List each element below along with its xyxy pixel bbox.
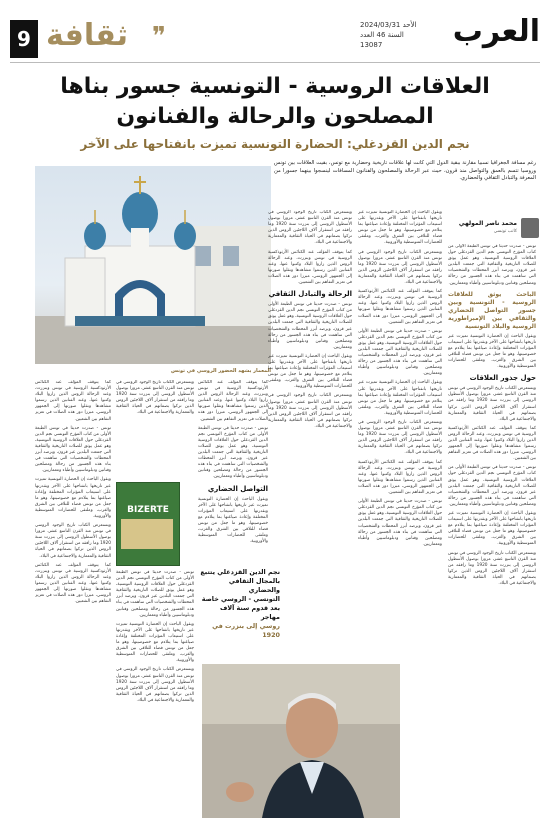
- masthead-right: [360, 14, 540, 58]
- church-photo-caption: المعمار يشهد الحضور الروسي في تونس: [171, 368, 271, 374]
- article-intro: رغم مسافة الجغرافيا نسبيا مقارنة ببقية الدول التي كانت لها علاقات تاريخية وحضارية مع تونس، بقيت العلاقات بين تونس وروسيا تتسم بالعمق والتواصل منذ قرون، حيث عبر الرحالة والمصلحون والفنانون المسافات لينسجوا بينهما جسورا من المعرفة والتبادل الثقافي والحضاري.: [274, 160, 536, 182]
- masthead: [0, 0, 550, 62]
- paragraph: ويقول الباحث إن الحضارة التونسية تميزت عبر تاريخها بانفتاحها على الآخر وبقدرتها على استيعاب المؤثرات المختلفة وإعادة صياغتها بما يتلاءم مع خصوصيتها، وهو ما جعل من تونس فضاء للتلاقي بين الشرق والغرب، وملتقى للحضارات المتوسطية والأوروبية.: [198, 496, 268, 545]
- author-portrait-photo: [202, 664, 400, 818]
- section-heading: الباحث يوثق للعلاقات الروسية - التونسية وبين جسور التواصل الحضاري والثقافي بين الإمبراطورية الروسية والبلاد التونسية: [448, 290, 536, 330]
- paragraph: كما يتوقف المؤلف عند الكنائس الأرثوذكسية الروسية في تونس وبنزرت، وعند الرحالة الروس الذين زاروا البلاد وكتبوا عنها، وعند الفنانين الذين رسموا مشاهدها ونقلوا صورتها إلى الجمهور الروسي، مبرزا دور هذه الصلات في تعزيز التفاهم بين الشعبين.: [448, 425, 536, 462]
- paragraph: ويستعرض الكتاب تاريخ الوجود الروسي في تونس منذ القرن التاسع عشر، مرورا بوصول الأسطول الروسي إلى بنزرت سنة 1920 وما رافقه من استقرار آلاف اللاجئين الروس الذين تركوا بصماتهم في الحياة الثقافية والمعمارية والاجتماعية في البلاد.: [116, 380, 194, 416]
- paragraph: ويستعرض الكتاب تاريخ الوجود الروسي في تونس منذ القرن التاسع عشر، مرورا بوصول الأسطول الروسي إلى بنزرت سنة 1920 وما رافقه من استقرار آلاف اللاجئين الروس الذين تركوا بصماتهم في الحياة الثقافية والمعمارية والاجتماعية في البلاد.: [358, 420, 442, 456]
- paragraph: تونس - صدرت حديثا في تونس الطبعة الأولى من كتاب المؤرخ التونسي نجم الدين القزدغلي حول العلاقات الروسية التونسية، وهو عمل يوثق للصلات التاريخية والثقافية التي جمعت البلدين عبر قرون، ويرصد أبرز المحطات والشخصيات التي ساهمت في بناء هذه الجسور من رحالة ومصلحين وفنانين ودبلوماسيين وأطباء ومعماريين.: [448, 465, 536, 507]
- book-cover: [116, 482, 180, 566]
- paragraph: ويقول الباحث إن الحضارة التونسية تميزت عبر تاريخها بانفتاحها على الآخر وبقدرتها على استيعاب المؤثرات المختلفة وإعادة صياغتها بما يتلاءم مع خصوصيتها، وهو ما جعل من تونس فضاء للتلاقي بين الشرق والغرب، وملتقى للحضارات المتوسطية والأوروبية.: [35, 477, 111, 519]
- pull-quote: [200, 568, 280, 660]
- paragraph: كما يتوقف المؤلف عند الكنائس الأرثوذكسية الروسية في تونس وبنزرت، وعند الرحالة الروس الذين زاروا البلاد وكتبوا عنها، وعند الفنانين الذين رسموا مشاهدها ونقلوا صورتها إلى الجمهور الروسي، مبرزا دور هذه الصلات في تعزيز التفاهم بين الشعبين.: [35, 380, 111, 422]
- author-name: محمد ناصر المولهي: [458, 220, 517, 227]
- paragraph: ويقول الباحث إن الحضارة التونسية تميزت عبر تاريخها بانفتاحها على الآخر وبقدرتها على استيعاب المؤثرات المختلفة وإعادة صياغتها بما يتلاءم مع خصوصيتها، وهو ما جعل من تونس فضاء للتلاقي بين الشرق والغرب، وملتقى للحضارات المتوسطية والأوروبية.: [358, 210, 442, 246]
- section-label: [10, 20, 186, 58]
- paragraph: تونس - صدرت حديثا في تونس الطبعة الأولى من كتاب المؤرخ التونسي نجم الدين القزدغلي حول العلاقات الروسية التونسية، وهو عمل يوثق للصلات التاريخية والثقافية التي جمعت البلدين عبر قرون، ويرصد أبرز المحطات والشخصيات التي ساهمت في بناء هذه الجسور من رحالة ومصلحين وفنانين ودبلوماسيين وأطباء ومعماريين.: [358, 328, 442, 377]
- pull-quote-line: روسي إلى بنزرت في 1920: [212, 622, 280, 639]
- article-headline: العلاقات الروسية - التونسية جسور بناها المصلحون والرحالة والفنانون: [60, 74, 490, 129]
- paragraph: تونس - صدرت حديثا في تونس الطبعة الأولى من كتاب المؤرخ التونسي نجم الدين القزدغلي حول العلاقات الروسية التونسية، وهو عمل يوثق للصلات التاريخية والثقافية التي جمعت البلدين عبر قرون، ويرصد أبرز المحطات والشخصيات التي ساهمت في بناء هذه الجسور من رحالة ومصلحين وفنانين ودبلوماسيين وأطباء ومعماريين.: [35, 425, 111, 474]
- pull-quote-text: [200, 568, 280, 640]
- text-column-1: [448, 244, 536, 819]
- paragraph: ويقول الباحث إن الحضارة التونسية تميزت عبر تاريخها بانفتاحها على الآخر وبقدرتها على استيعاب المؤثرات المختلفة وإعادة صياغتها بما يتلاءم مع خصوصيتها، وهو ما جعل من تونس فضاء للتلاقي بين الشرق والغرب، وملتقى للحضارات المتوسطية والأوروبية.: [116, 621, 194, 664]
- pull-quote-line: التونسي - الروسي خاصة: [201, 595, 280, 603]
- paragraph: تونس - صدرت حديثا في تونس الطبعة الأولى من كتاب المؤرخ التونسي نجم الدين القزدغلي حول العلاقات الروسية التونسية، وهو عمل يوثق للصلات التاريخية والثقافية التي جمعت البلدين عبر قرون، ويرصد أبرز المحطات والشخصيات التي ساهمت في بناء هذه الجسور من رحالة ومصلحين وفنانين ودبلوماسيين وأطباء ومعماريين.: [358, 499, 442, 547]
- church-photo: [35, 166, 271, 364]
- paragraph: ويقول الباحث إن الحضارة التونسية تميزت عبر تاريخها بانفتاحها على الآخر وبقدرتها على استيعاب المؤثرات المختلفة وإعادة صياغتها بما يتلاءم مع خصوصيتها، وهو ما جعل من تونس فضاء للتلاقي بين الشرق والغرب، وملتقى للحضارات المتوسطية والأوروبية.: [358, 380, 442, 416]
- paragraph: كما يتوقف المؤلف عند الكنائس الأرثوذكسية الروسية في تونس وبنزرت، وعند الرحالة الروس الذين زاروا البلاد وكتبوا عنها، وعند الفنانين الذين رسموا مشاهدها ونقلوا صورتها إلى الجمهور الروسي، مبرزا دور هذه الصلات في تعزيز التفاهم بين الشعبين.: [35, 562, 111, 605]
- paragraph: ويستعرض الكتاب تاريخ الوجود الروسي في تونس منذ القرن التاسع عشر، مرورا بوصول الأسطول الروسي إلى بنزرت سنة 1920 وما رافقه من استقرار آلاف اللاجئين الروس الذين تركوا بصماتهم في الحياة الثقافية والمعمارية والاجتماعية في البلاد.: [35, 523, 111, 559]
- paragraph: تونس - صدرت حديثا في تونس الطبعة الأولى من كتاب المؤرخ التونسي نجم الدين القزدغلي حول العلاقات الروسية التونسية، وهو عمل يوثق للصلات التاريخية والثقافية التي جمعت البلدين عبر قرون، ويرصد أبرز المحطات والشخصيات التي ساهمت في بناء هذه الجسور من رحالة ومصلحين وفنانين ودبلوماسيين وأطباء ومعماريين.: [116, 570, 194, 618]
- paragraph: ويستعرض الكتاب تاريخ الوجود الروسي في تونس منذ القرن التاسع عشر، مرورا بوصول الأسطول الروسي إلى بنزرت سنة 1920 وما رافقه من استقرار آلاف اللاجئين الروس الذين تركوا بصماتهم في الحياة الثقافية والمعمارية والاجتماعية في البلاد.: [448, 386, 536, 422]
- author-box: [449, 218, 539, 240]
- paragraph: ويقول الباحث إن الحضارة التونسية تميزت عبر تاريخها بانفتاحها على الآخر وبقدرتها على استيعاب المؤثرات المختلفة وإعادة صياغتها بما يتلاءم مع خصوصيتها، وهو ما جعل من تونس فضاء للتلاقي بين الشرق والغرب، وملتقى للحضارات المتوسطية والأوروبية.: [268, 353, 352, 390]
- section-title: ثقافة: [46, 18, 128, 53]
- newspaper-logo: العرب: [452, 14, 540, 49]
- pull-quote-line: بعد قدوم سنة آلاف مهاجر: [219, 604, 280, 621]
- paragraph: ويقول الباحث إن الحضارة التونسية تميزت عبر تاريخها بانفتاحها على الآخر وبقدرتها على استيعاب المؤثرات المختلفة وإعادة صياغتها بما يتلاءم مع خصوصيتها، وهو ما جعل من تونس فضاء للتلاقي بين الشرق والغرب، وملتقى للحضارات المتوسطية والأوروبية.: [448, 511, 536, 547]
- church-illustration: [35, 166, 271, 364]
- paragraph: ويستعرض الكتاب تاريخ الوجود الروسي في تونس منذ القرن التاسع عشر، مرورا بوصول الأسطول الروسي إلى بنزرت سنة 1920 وما رافقه من استقرار آلاف اللاجئين الروس الذين تركوا بصماتهم في الحياة الثقافية والمعمارية والاجتماعية في البلاد.: [268, 393, 352, 429]
- text-column-5: [116, 380, 194, 476]
- issue-date: الأحد 2024/03/31: [360, 21, 417, 29]
- article-subhead: نجم الدين القزدغلي: الحضارة التونسية تميزت بانفتاحها على الآخر: [80, 137, 470, 151]
- header-divider: [10, 62, 540, 63]
- page-number: 9: [10, 20, 38, 58]
- book-cover-art: [121, 519, 173, 549]
- pull-quote-line: نجم الدين القزدغلي يتتبع: [200, 568, 280, 576]
- paragraph: ويستعرض الكتاب تاريخ الوجود الروسي في تونس منذ القرن التاسع عشر، مرورا بوصول الأسطول الروسي إلى بنزرت سنة 1920 وما رافقه من استقرار آلاف اللاجئين الروس الذين تركوا بصماتهم في الحياة الثقافية والمعمارية والاجتماعية في البلاد.: [116, 667, 194, 703]
- paragraph: تونس - صدرت حديثا في تونس الطبعة الأولى من كتاب المؤرخ التونسي نجم الدين القزدغلي حول العلاقات الروسية التونسية، وهو عمل يوثق للصلات التاريخية والثقافية التي جمعت البلدين عبر قرون، ويرصد أبرز المحطات والشخصيات التي ساهمت في بناء هذه الجسور من رحالة ومصلحين وفنانين ودبلوماسيين وأطباء ومعماريين.: [198, 425, 268, 480]
- author-avatar: [521, 218, 539, 238]
- paragraph: تونس - صدرت حديثا في تونس الطبعة الأولى من كتاب المؤرخ التونسي نجم الدين القزدغلي حول العلاقات الروسية التونسية، وهو عمل يوثق للصلات التاريخية والثقافية التي جمعت البلدين عبر قرون، ويرصد أبرز المحطات والشخصيات التي ساهمت في بناء هذه الجسور من رحالة ومصلحين وفنانين ودبلوماسيين وأطباء ومعماريين.: [448, 244, 536, 286]
- quote-mark-icon: ❞: [152, 22, 166, 52]
- edition-info: [360, 20, 428, 50]
- text-column-6: [35, 380, 111, 816]
- paragraph: كما يتوقف المؤلف عند الكنائس الأرثوذكسية الروسية في تونس وبنزرت، وعند الرحالة الروس الذين زاروا البلاد وكتبوا عنها، وعند الفنانين الذين رسموا مشاهدها ونقلوا صورتها إلى الجمهور الروسي، مبرزا دور هذه الصلات في تعزيز التفاهم بين الشعبين.: [358, 459, 442, 496]
- paragraph: ويستعرض الكتاب تاريخ الوجود الروسي في تونس منذ القرن التاسع عشر، مرورا بوصول الأسطول الروسي إلى بنزرت سنة 1920 وما رافقه من استقرار آلاف اللاجئين الروس الذين تركوا بصماتهم في الحياة الثقافية والمعمارية والاجتماعية في البلاد.: [358, 249, 442, 286]
- pull-quote-line: بالمجال الثقافي والحضاري: [228, 577, 280, 594]
- paragraph: ويستعرض الكتاب تاريخ الوجود الروسي في تونس منذ القرن التاسع عشر، مرورا بوصول الأسطول الروسي إلى بنزرت سنة 1920 وما رافقه من استقرار آلاف اللاجئين الروس الذين تركوا بصماتهم في الحياة الثقافية والمعمارية والاجتماعية في البلاد.: [448, 550, 536, 587]
- book-title: BIZERTE: [127, 505, 169, 515]
- portrait-illustration: [202, 664, 400, 818]
- text-column-3: [268, 210, 352, 662]
- paragraph: كما يتوقف المؤلف عند الكنائس الأرثوذكسية الروسية في تونس وبنزرت، وعند الرحالة الروس الذين زاروا البلاد وكتبوا عنها، وعند الفنانين الذين رسموا مشاهدها ونقلوا صورتها إلى الجمهور الروسي، مبرزا دور هذه الصلات في تعزيز التفاهم بين الشعبين.: [198, 380, 268, 422]
- section-heading: الرحالة والتبادل الثقافي: [268, 290, 352, 299]
- paragraph: ويقول الباحث إن الحضارة التونسية تميزت عبر تاريخها بانفتاحها على الآخر وبقدرتها على استيعاب المؤثرات المختلفة وإعادة صياغتها بما يتلاءم مع خصوصيتها، وهو ما جعل من تونس فضاء للتلاقي بين الشرق والغرب، وملتقى للحضارات المتوسطية والأوروبية.: [448, 333, 536, 370]
- paragraph: كما يتوقف المؤلف عند الكنائس الأرثوذكسية الروسية في تونس وبنزرت، وعند الرحالة الروس الذين زاروا البلاد وكتبوا عنها، وعند الفنانين الذين رسموا مشاهدها ونقلوا صورتها إلى الجمهور الروسي، مبرزا دور هذه الصلات في تعزيز التفاهم بين الشعبين.: [358, 289, 442, 325]
- section-heading: التواصل الحضاري: [207, 484, 268, 493]
- section-heading: حول جذور العلاقات: [469, 374, 536, 383]
- paragraph: كما يتوقف المؤلف عند الكنائس الأرثوذكسية الروسية في تونس وبنزرت، وعند الرحالة الروس الذين زاروا البلاد وكتبوا عنها، وعند الفنانين الذين رسموا مشاهدها ونقلوا صورتها إلى الجمهور الروسي، مبرزا دور هذه الصلات في تعزيز التفاهم بين الشعبين.: [268, 249, 352, 286]
- paragraph: تونس - صدرت حديثا في تونس الطبعة الأولى من كتاب المؤرخ التونسي نجم الدين القزدغلي حول العلاقات الروسية التونسية، وهو عمل يوثق للصلات التاريخية والثقافية التي جمعت البلدين عبر قرون، ويرصد أبرز المحطات والشخصيات التي ساهمت في بناء هذه الجسور من رحالة ومصلحين وفنانين ودبلوماسيين وأطباء ومعماريين.: [268, 302, 352, 350]
- author-role: كاتب تونسي: [493, 229, 517, 234]
- text-column-7: [116, 570, 194, 816]
- paragraph: ويستعرض الكتاب تاريخ الوجود الروسي في تونس منذ القرن التاسع عشر، مرورا بوصول الأسطول الروسي إلى بنزرت سنة 1920 وما رافقه من استقرار آلاف اللاجئين الروس الذين تركوا بصماتهم في الحياة الثقافية والمعمارية والاجتماعية في البلاد.: [268, 210, 352, 246]
- issue-number: السنة 46 العدد 13087: [360, 31, 404, 49]
